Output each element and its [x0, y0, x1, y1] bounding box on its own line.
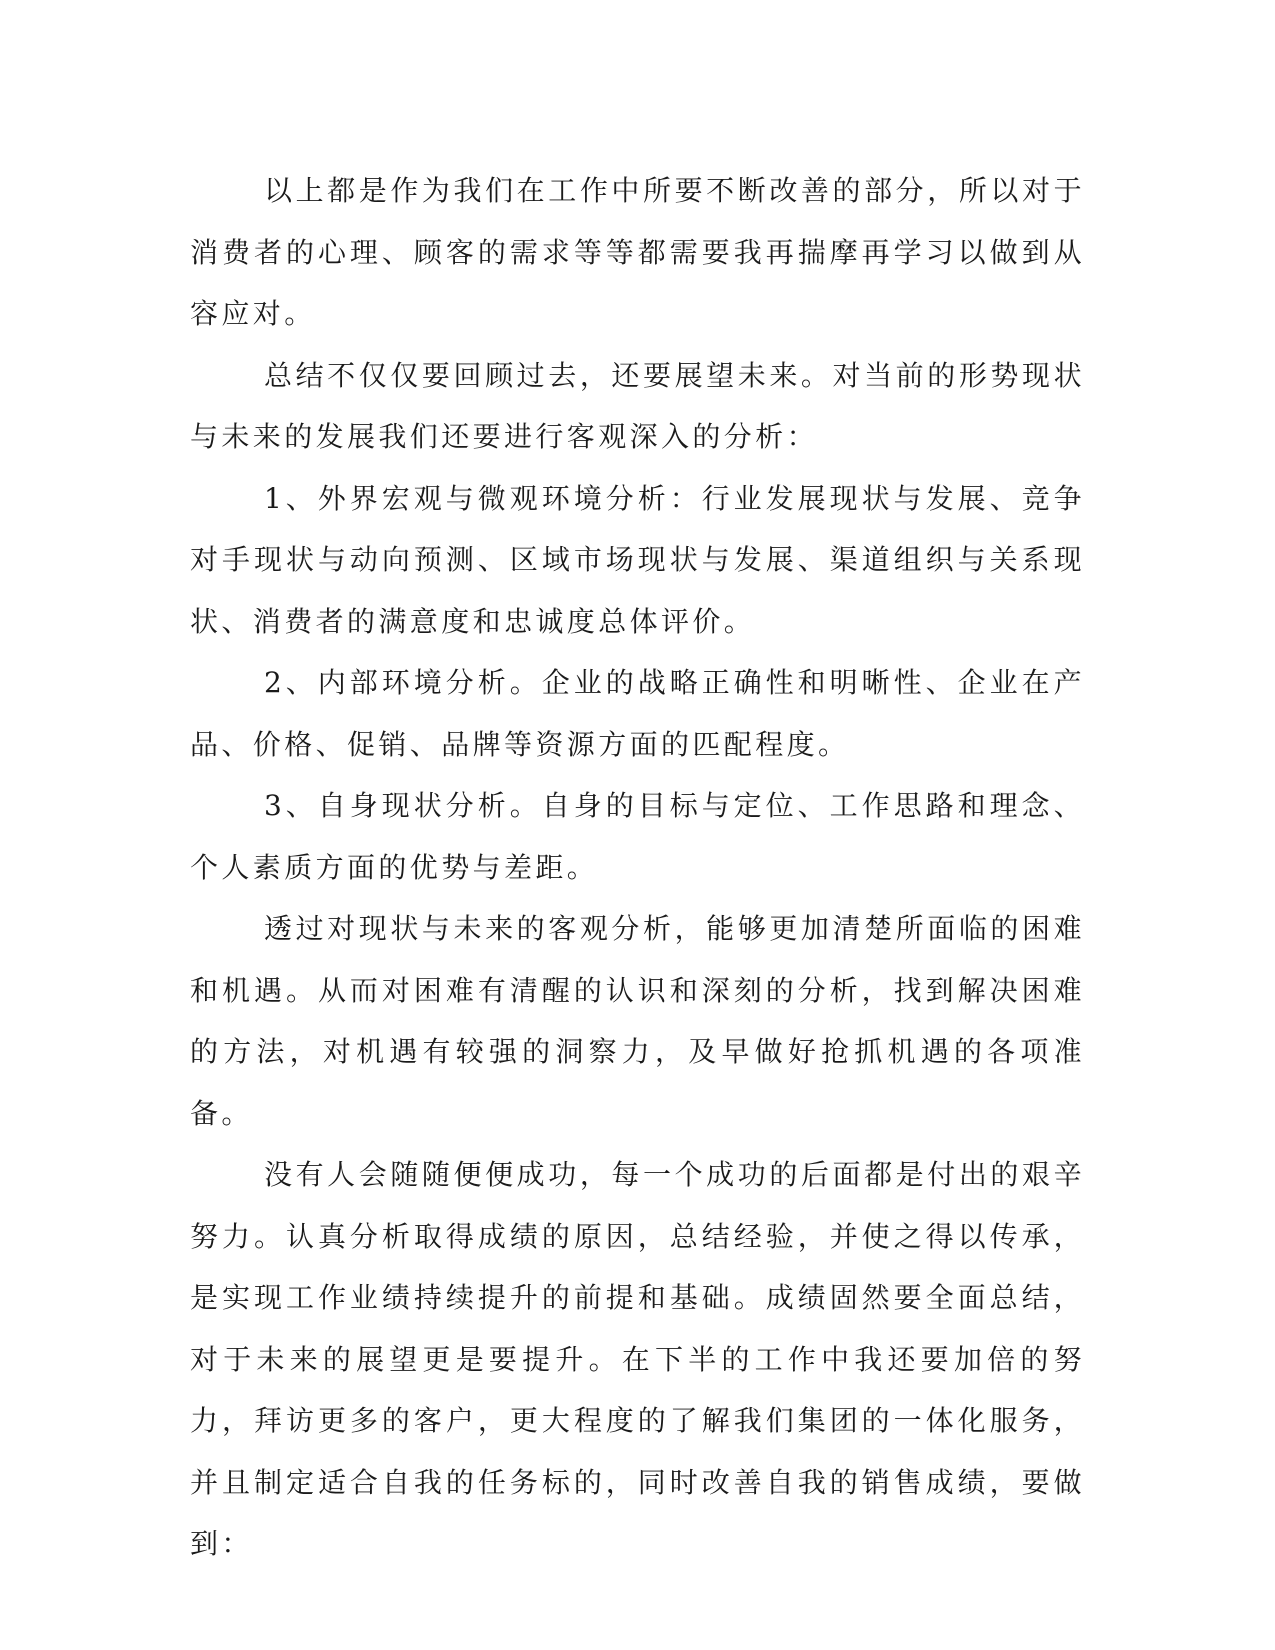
paragraph-3: 1、外界宏观与微观环境分析：行业发展现状与发展、竞争对手现状与动向预测、区域市场现状与发展、渠道组织与关系现状、消费者的满意度和忠诚度总体评价。: [190, 481, 1085, 638]
paragraph-5: 3、自身现状分析。自身的目标与定位、工作思路和理念、个人素质方面的优势与差距。: [190, 789, 1085, 884]
paragraph-4: 2、内部环境分析。企业的战略正确性和明晰性、企业在产品、价格、促销、品牌等资源方面的匹配程度。: [190, 666, 1085, 761]
paragraph-1: 以上都是作为我们在工作中所要不断改善的部分，所以对于消费者的心理、顾客的需求等等都需要我再揣摩再学习以做到从容应对。: [190, 174, 1085, 330]
document-body: [190, 160, 1085, 1575]
paragraph-7: 没有人会随随便便成功，每一个成功的后面都是付出的艰辛努力。认真分析取得成绩的原因，总结经验，并使之得以传承，是实现工作业绩持续提升的前提和基础。成绩固然要全面总结，对于未来的展望更是要提升。在下半的工作中我还要加倍的努力，拜访更多的客户，更大程度的了解我们集团的一体化服务，并且制定适合自我的任务标的，同时改善自我的销售成绩，要做到：: [190, 1158, 1085, 1560]
paragraph-2: 总结不仅仅要回顾过去，还要展望未来。对当前的形势现状与未来的发展我们还要进行客观深入的分析：: [190, 358, 1085, 453]
paragraph-6: 透过对现状与未来的客观分析，能够更加清楚所面临的困难和机遇。从而对困难有清醒的认识和深刻的分析，找到解决困难的方法，对机遇有较强的洞察力，及早做好抢抓机遇的各项准备。: [190, 912, 1085, 1130]
